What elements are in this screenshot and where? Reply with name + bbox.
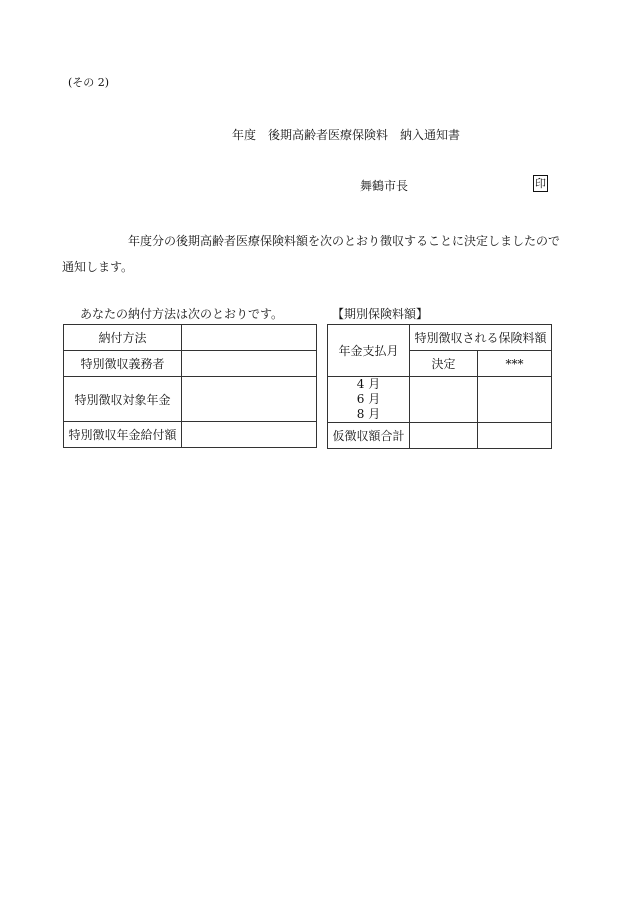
provisional-total-label: 仮徴収額合計 bbox=[328, 423, 410, 449]
notice-body-text: 年度分の後期高齢者医療保険料額を次のとおり徴収することに決定しましたので通知します。 bbox=[62, 234, 561, 274]
payment-method-label: 納付方法 bbox=[64, 325, 182, 351]
issuer-name: 舞鶴市長 bbox=[360, 179, 409, 193]
withholding-agent-label: 特別徴収義務者 bbox=[64, 351, 182, 377]
month-august: 8 月 bbox=[356, 407, 381, 421]
table-row bbox=[64, 325, 317, 351]
decided-amount-cell bbox=[410, 377, 478, 423]
masked-amount-cell bbox=[478, 377, 552, 423]
pension-benefit-label: 特別徴収年金給付額 bbox=[64, 422, 182, 448]
document-caption: (その 2) bbox=[68, 76, 110, 89]
table-row bbox=[328, 377, 552, 423]
special-collection-amount-header: 特別徴収される保険料額 bbox=[410, 325, 552, 351]
masked-header: *** bbox=[478, 351, 552, 377]
document-title: 年度 後期高齢者医療保険料 納入通知書 bbox=[232, 128, 461, 142]
provisional-total-decided bbox=[410, 423, 478, 449]
seal-mark: 印 bbox=[535, 177, 546, 190]
month-june: 6 月 bbox=[356, 392, 381, 406]
withholding-agent-value bbox=[182, 351, 317, 377]
table-row bbox=[64, 377, 317, 422]
target-pension-value bbox=[182, 377, 317, 422]
decided-header: 決定 bbox=[410, 351, 478, 377]
periodic-premium-heading: 【期別保険料額】 bbox=[332, 307, 429, 321]
payment-method-value bbox=[182, 325, 317, 351]
periodic-premium-table bbox=[327, 324, 552, 449]
month-april: 4 月 bbox=[356, 377, 381, 391]
pension-payment-month-header: 年金支払月 bbox=[328, 325, 410, 377]
pension-benefit-value bbox=[182, 422, 317, 448]
table-row bbox=[64, 351, 317, 377]
target-pension-label: 特別徴収対象年金 bbox=[64, 377, 182, 422]
month-list bbox=[328, 377, 410, 423]
provisional-total-masked bbox=[478, 423, 552, 449]
payment-method-intro: あなたの納付方法は次のとおりです。 bbox=[80, 307, 284, 321]
table-row bbox=[64, 422, 317, 448]
table-row bbox=[328, 325, 552, 351]
payment-method-table bbox=[63, 324, 317, 448]
table-row bbox=[328, 423, 552, 449]
